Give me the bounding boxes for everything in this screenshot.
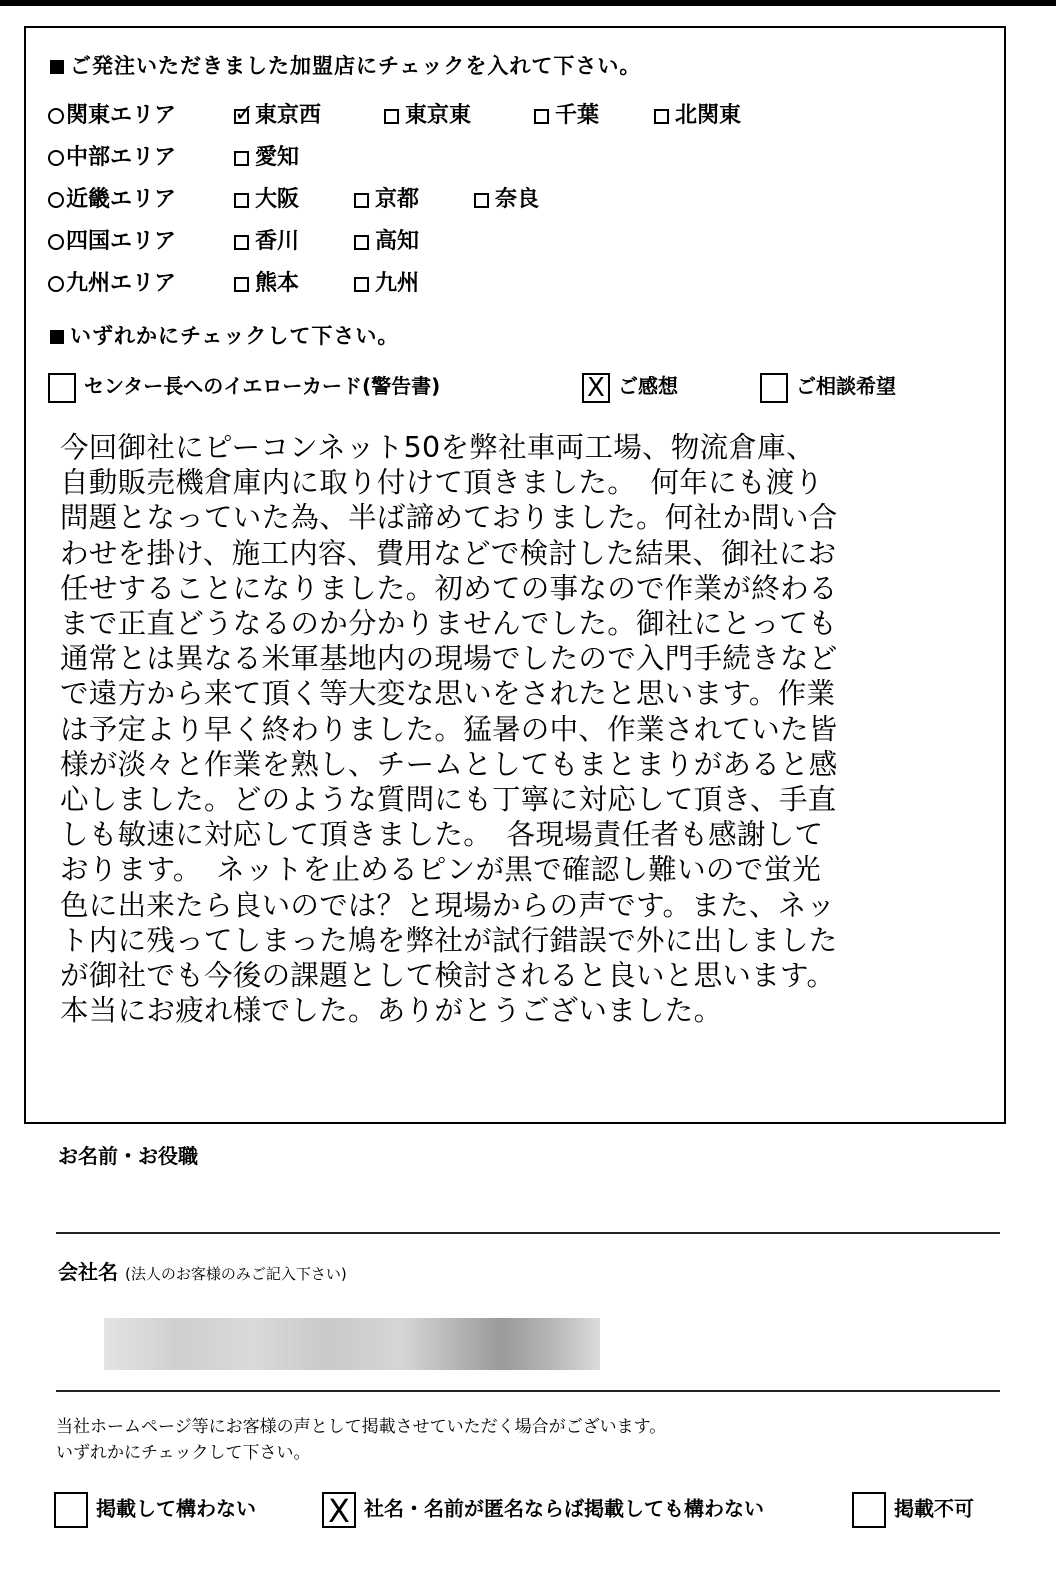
checkbox-icon[interactable] (234, 193, 249, 208)
radio-circle-icon[interactable] (48, 234, 64, 250)
checkbox-checked-icon[interactable] (582, 373, 610, 403)
store-option[interactable]: 東京東 (384, 98, 471, 129)
checkbox-icon[interactable] (654, 109, 669, 124)
checkbox-icon[interactable] (48, 373, 76, 403)
checkbox-icon[interactable] (354, 235, 369, 250)
radio-circle-icon[interactable] (48, 150, 64, 166)
checkbox-checked-icon[interactable] (322, 1492, 356, 1528)
square-bullet-icon (50, 60, 64, 74)
publication-note-line2: いずれかにチェックして下さい。 (56, 1443, 311, 1463)
store-option[interactable]: 九州 (354, 266, 419, 297)
store-heading-text: ご発注いただきました加盟店にチェックを入れて下さい。 (70, 54, 642, 78)
store-option[interactable]: 京都 (354, 182, 419, 213)
store-option[interactable]: ✓ 東京西 (234, 98, 321, 129)
publication-note-line1: 当社ホームページ等にお客様の声として掲載させていただく場合がございます。 (56, 1417, 667, 1437)
name-underline (56, 1232, 1000, 1234)
top-border (0, 0, 1056, 6)
choice-consultation[interactable]: ご相談希望 (760, 370, 896, 403)
radio-circle-icon[interactable] (48, 276, 64, 292)
checkbox-icon[interactable] (234, 151, 249, 166)
area-label: 中部エリア (48, 140, 176, 171)
type-heading-text: いずれかにチェックして下さい。 (70, 324, 400, 348)
area-label: 関東エリア (48, 98, 176, 129)
choice-impression[interactable]: X ご感想 (582, 370, 678, 403)
radio-circle-icon[interactable] (48, 192, 64, 208)
redacted-company-name (104, 1318, 600, 1370)
checkbox-icon[interactable] (234, 235, 249, 250)
checkbox-icon[interactable] (534, 109, 549, 124)
store-option[interactable]: 高知 (354, 224, 419, 255)
company-note: (法人のお客様のみご記入下さい) (124, 1265, 347, 1283)
area-label: 九州エリア (48, 266, 176, 297)
square-bullet-icon (50, 330, 64, 344)
store-option[interactable]: 奈良 (474, 182, 539, 213)
store-option[interactable]: 愛知 (234, 140, 299, 171)
type-section-heading (50, 320, 399, 350)
store-option[interactable]: 大阪 (234, 182, 299, 213)
store-option[interactable]: 香川 (234, 224, 299, 255)
store-option[interactable]: 千葉 (534, 98, 599, 129)
name-label: お名前・お役職 (58, 1144, 198, 1168)
store-option[interactable]: 熊本 (234, 266, 299, 297)
checkbox-icon[interactable] (852, 1492, 886, 1528)
checkbox-icon[interactable] (760, 373, 788, 403)
publish-anonymous-option[interactable]: X 社名・名前が匿名ならば掲載しても構わない (322, 1492, 764, 1528)
area-label: 近畿エリア (48, 182, 176, 213)
comment-text: 今回御社にピーコンネット50を弊社車両工場、物流倉庫、 自動販売機倉庫内に取り付けて頂きました。 何年にも渡り 問題となっていた為、半ば諦めておりました。何社か問い合 わせを掛け、施工内容、費用などで検討した結果、御社にお 任せすることになりました。初めての事なので作業が終わる まで正直どうなるのか分かりませんでした。御社にとっても 通常とは異なる米軍基地内の現場でしたので入門手続きなど で遠方から来て頂く等大変な思いをされたと思います。作業 は予定より早く終わりました。猛暑の中、作業されていた皆 様が淡々と作業を熟し、チームとしてもまとまりがあると感 心しました。どのような質問にも丁寧に対応して頂き、手直 しも敏速に対応して頂きました。 各現場責任者も感謝して おります。 ネットを止めるピンが黒で確認し難いので蛍光 色に出来たら良いのでは？と現場からの声です。また、ネッ ト内に残ってしまった鳩を弊社が試行錯誤で外に出しました が御社でも今後の課題として検討されると良いと思います。 本当にお疲れ様でした。ありがとうございました。 (60, 431, 838, 1028)
checkbox-icon[interactable] (354, 193, 369, 208)
radio-circle-icon[interactable] (48, 108, 64, 124)
checkbox-checked-icon[interactable] (234, 109, 249, 124)
store-option[interactable]: 北関東 (654, 98, 741, 129)
publish-no-option[interactable]: 掲載不可 (852, 1492, 974, 1528)
checkbox-icon[interactable] (234, 277, 249, 292)
store-section-heading (50, 50, 641, 80)
publish-ok-option[interactable]: 掲載して構わない (54, 1492, 256, 1528)
area-label: 四国エリア (48, 224, 176, 255)
company-label: 会社名 (法人のお客様のみご記入下さい) (58, 1260, 347, 1284)
checkbox-icon[interactable] (384, 109, 399, 124)
company-underline (56, 1390, 1000, 1392)
checkbox-icon[interactable] (354, 277, 369, 292)
choice-yellow-card[interactable]: センター長へのイエローカード(警告書) (48, 370, 440, 403)
checkbox-icon[interactable] (54, 1492, 88, 1528)
checkbox-icon[interactable] (474, 193, 489, 208)
